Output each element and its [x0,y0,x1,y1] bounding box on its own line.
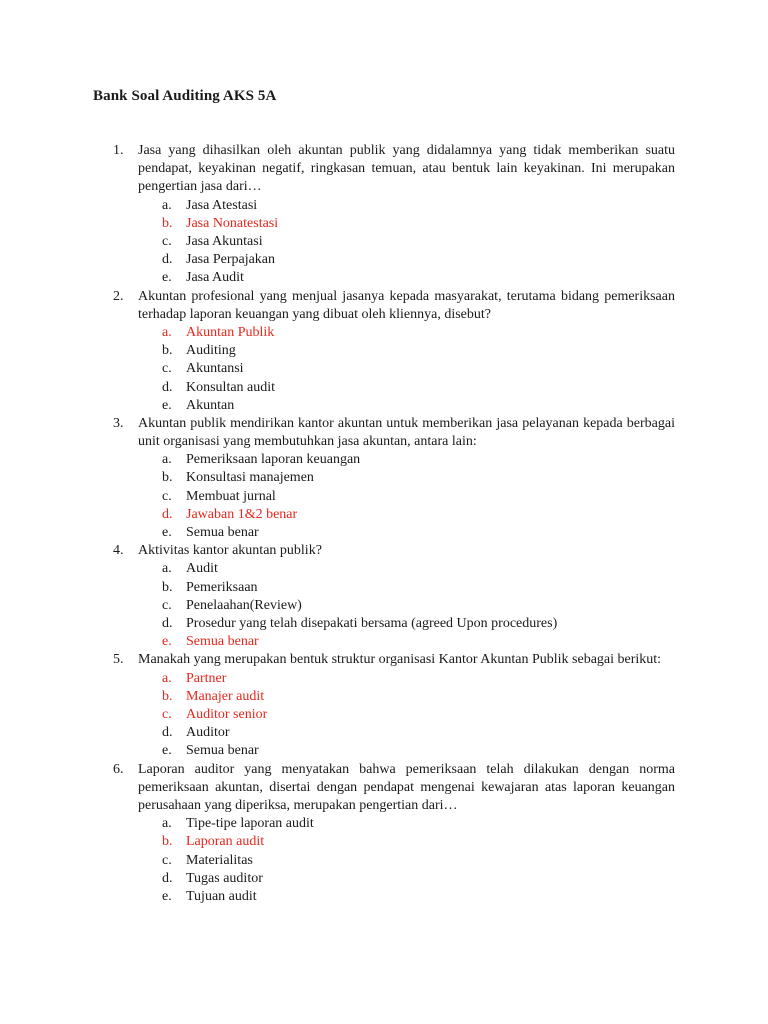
answer-option [0,579,768,597]
option-letter: e. [162,634,172,650]
option-text: Jawaban 1&2 benar [186,506,298,522]
answer-option [0,379,768,397]
option-letter: a. [162,197,172,213]
option-letter: c. [162,706,172,722]
option-text: Partner [186,670,227,686]
question-number: 3. [113,415,124,431]
answer-option [0,197,768,215]
option-letter: d. [162,725,173,741]
option-text: Akuntansi [186,361,244,377]
question-text: Jasa yang dihasilkan oleh akuntan publik yang didalamnya yang tidak memberikan suatu pendapat, keyakinan negatif, ringkasan temuan, atau bentuk lain keyakinan. Ini merupakan pengertian jasa dari… [138,143,675,195]
option-letter: d. [162,379,173,395]
question-number: 1. [113,143,124,158]
option-text: Semua benar [186,634,259,650]
option-text: Penelaahan(Review) [186,597,302,613]
option-list [0,451,768,542]
answer-option [0,597,768,615]
answer-option [0,560,768,578]
option-letter: e. [162,270,172,286]
answer-option [0,724,768,742]
answer-option [0,397,768,415]
option-text: Membuat jurnal [186,488,276,504]
option-text: Materialitas [186,852,253,868]
answer-option [0,852,768,870]
option-letter: a. [162,670,172,686]
option-list [0,324,768,415]
answer-option [0,870,768,888]
option-letter: d. [162,870,173,886]
option-text: Konsultan audit [186,379,276,395]
option-letter: c. [162,597,172,613]
option-letter: c. [162,852,172,868]
answer-option [0,269,768,287]
option-letter: a. [162,324,172,340]
option-letter: b. [162,343,173,359]
document-title: Bank Soal Auditing AKS 5A [93,88,277,104]
answer-option [0,251,768,269]
option-text: Jasa Perpajakan [186,252,276,268]
question-text: Akuntan publik mendirikan kantor akuntan untuk memberikan jasa pelayanan kepada berbagai unit organisasi yang membutuhkan jasa akuntan, antara lain: [138,415,675,450]
question-number: 6. [113,761,124,777]
answer-option-correct [0,633,768,651]
question-item [0,542,768,651]
question-item [0,142,768,288]
answer-option [0,233,768,251]
answer-option-correct [0,706,768,724]
option-text: Tipe-tipe laporan audit [186,816,314,832]
option-text: Auditor [186,725,230,741]
question-item [0,415,768,542]
question-list [0,142,768,906]
option-text: Jasa Audit [186,270,244,286]
answer-option-correct [0,833,768,851]
answer-option [0,360,768,378]
answer-option-correct [0,215,768,233]
option-text: Jasa Atestasi [186,197,258,213]
option-text: Auditing [186,343,236,359]
option-letter: b. [162,215,173,231]
option-letter: e. [162,397,172,413]
option-text: Laporan audit [186,834,265,850]
option-letter: b. [162,688,173,704]
option-letter: e. [162,743,172,759]
option-text: Akuntan Publik [186,324,275,340]
option-letter: b. [162,470,173,486]
option-letter: c. [162,488,172,504]
answer-option [0,742,768,760]
question-text: Laporan auditor yang menyatakan bahwa pemeriksaan telah dilakukan dengan norma pemeriksaan akuntan, disertai dengan pendapat mengenai kewajaran atas laporan keuangan perusahaan yang diperiksa, merupakan pengertian dari… [138,761,675,813]
option-letter: b. [162,579,173,595]
option-letter: e. [162,888,172,904]
question-item [0,761,768,907]
option-text: Konsultasi manajemen [186,470,314,486]
option-letter: d. [162,616,173,631]
option-letter: d. [162,252,173,268]
option-text: Pemeriksaan [186,579,258,595]
question-number: 2. [113,288,124,304]
question-number: 4. [113,543,124,559]
question-number: 5. [113,652,124,668]
option-text: Semua benar [186,525,259,541]
option-letter: d. [162,506,173,522]
option-letter: c. [162,233,172,249]
answer-option [0,488,768,506]
option-list [0,560,768,651]
option-letter: a. [162,816,172,832]
question-text: Akuntan profesional yang menjual jasanya kepada masyarakat, terutama bidang pemeriksaan terhadap laporan keuangan yang dibuat oleh kliennya, disebut? [138,288,675,322]
answer-option [0,469,768,487]
option-list [0,670,768,761]
option-letter: a. [162,561,172,577]
option-text: Audit [186,561,218,577]
question-text: Aktivitas kantor akuntan publik? [138,543,322,559]
option-letter: e. [162,525,172,541]
answer-option [0,524,768,542]
answer-option-correct [0,688,768,706]
option-text: Manajer audit [186,688,265,704]
option-list [0,815,768,906]
option-text: Akuntan [186,397,235,413]
option-text: Pemeriksaan laporan keuangan [186,452,361,468]
option-text: Prosedur yang telah disepakati bersama (agreed Upon procedures) [186,616,558,631]
answer-option [0,815,768,833]
answer-option [0,451,768,469]
answer-option [0,342,768,360]
option-letter: a. [162,452,172,468]
option-text: Jasa Akuntasi [186,233,263,249]
answer-option [0,615,768,633]
answer-option [0,888,768,906]
question-item [0,288,768,415]
option-text: Semua benar [186,743,259,759]
option-list [0,197,768,288]
option-letter: c. [162,361,172,377]
option-text: Tugas auditor [186,870,263,886]
question-text: Manakah yang merupakan bentuk struktur organisasi Kantor Akuntan Publik sebagai berikut: [138,652,662,668]
answer-option-correct [0,506,768,524]
answer-option-correct [0,324,768,342]
option-text: Jasa Nonatestasi [186,215,279,231]
question-item [0,651,768,760]
option-text: Tujuan audit [186,888,257,904]
answer-option-correct [0,670,768,688]
option-letter: b. [162,834,173,850]
option-text: Auditor senior [186,706,268,722]
